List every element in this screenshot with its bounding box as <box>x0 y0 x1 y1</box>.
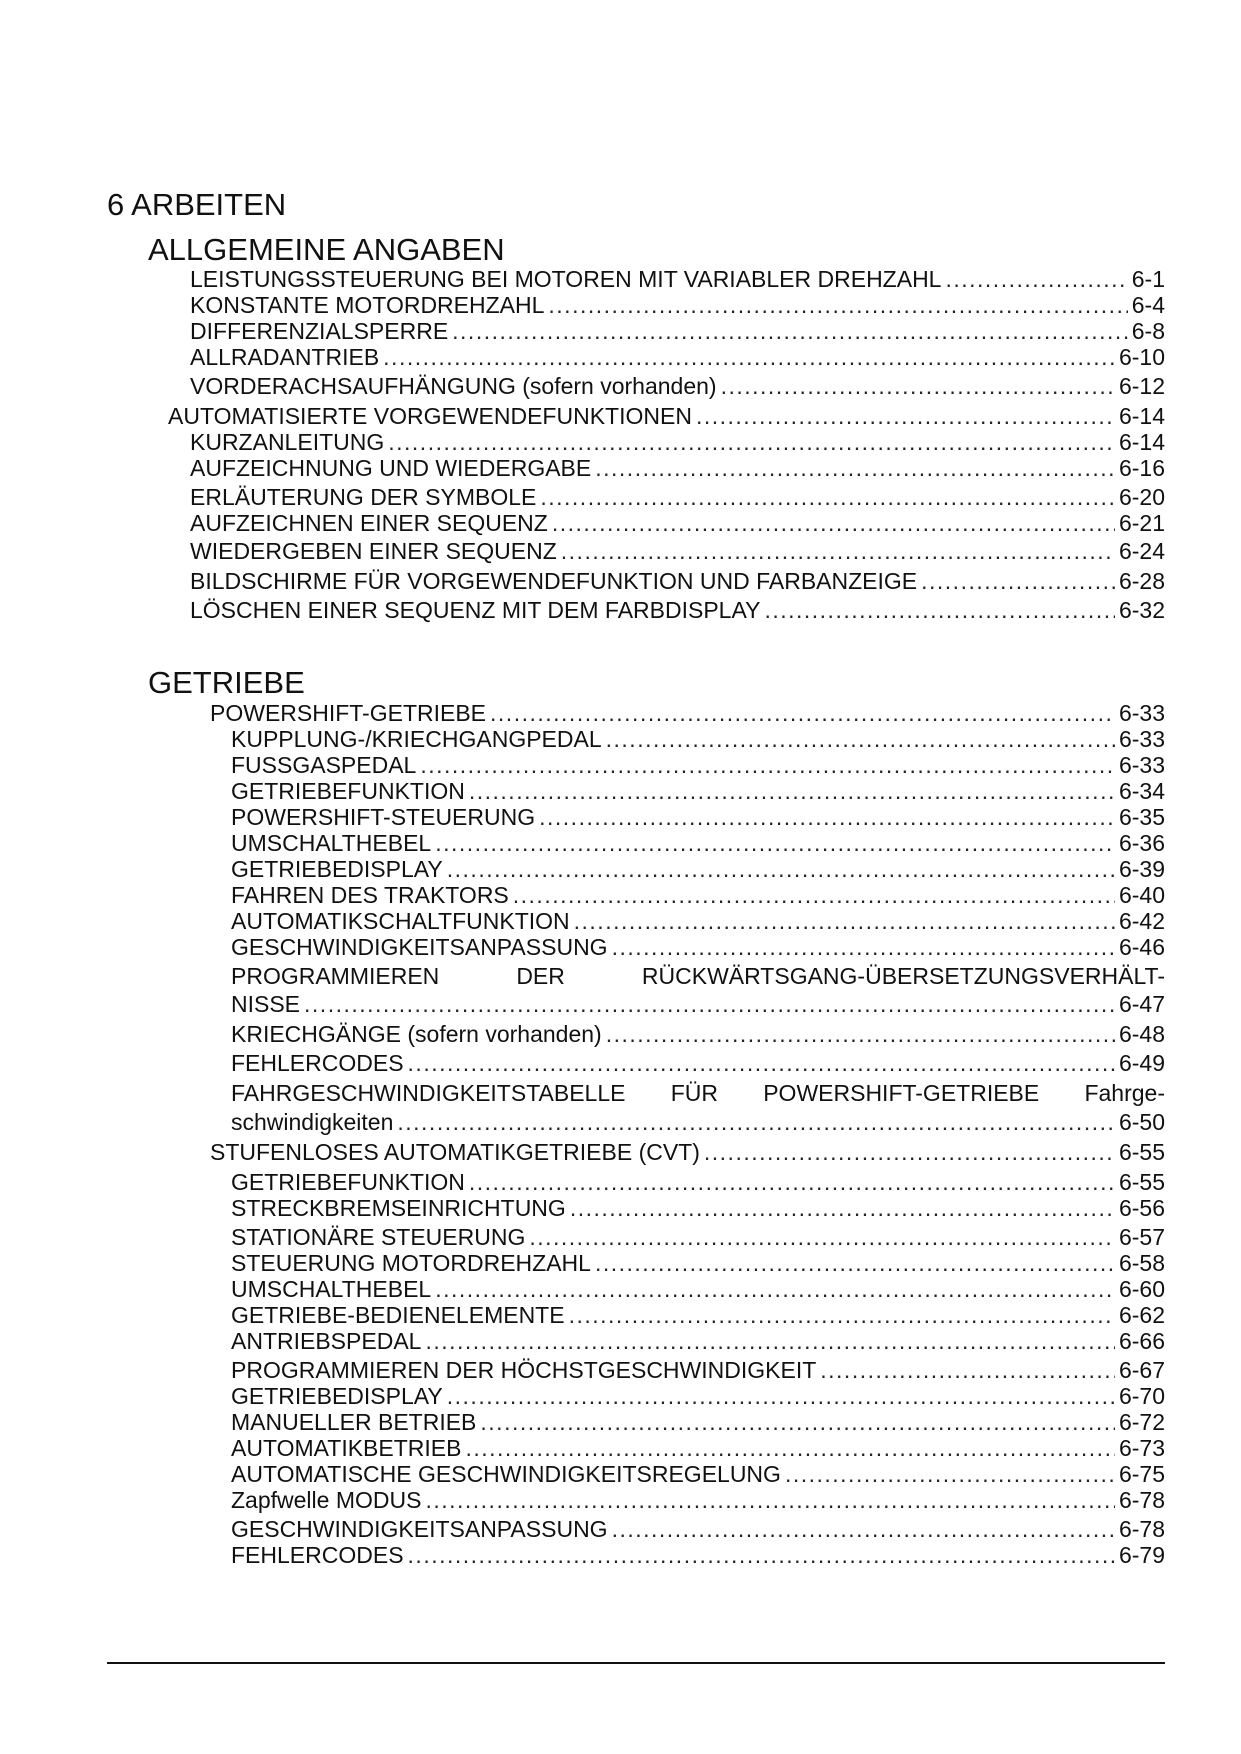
toc-leader-dots <box>548 292 1127 318</box>
toc-entry-label-line1: FAHRGESCHWINDIGKEITSTABELLE FÜR POWERSHIFT-GETRIEBE Fahrge- <box>231 1080 1165 1106</box>
toc-page-number: 6-79 <box>1118 1542 1165 1568</box>
toc-page-number: 6-40 <box>1118 882 1165 908</box>
toc-entry-label: Zapfwelle MODUS <box>231 1487 422 1513</box>
toc-page-number: 6-60 <box>1118 1276 1165 1302</box>
toc-page-number: 6-20 <box>1118 484 1165 510</box>
toc-leader-dots <box>612 934 1115 960</box>
toc-entry-label: KURZANLEITUNG <box>190 429 385 455</box>
toc-entry[interactable] <box>231 1461 1165 1487</box>
toc-page-number: 6-8 <box>1131 318 1165 344</box>
toc-leader-dots <box>606 726 1115 752</box>
toc-leader-dots <box>447 1383 1115 1409</box>
toc-page-number: 6-66 <box>1118 1328 1165 1354</box>
toc-page-number: 6-78 <box>1118 1487 1165 1513</box>
toc-entry-label: AUFZEICHNEN EINER SEQUENZ <box>190 510 548 536</box>
toc-leader-dots <box>612 1516 1115 1542</box>
toc-leader-dots <box>820 1357 1115 1383</box>
toc-entry-label: PROGRAMMIEREN DER HÖCHSTGESCHWINDIGKEIT <box>231 1357 817 1383</box>
toc-page-number: 6-48 <box>1118 1021 1165 1047</box>
toc-leader-dots <box>945 266 1127 292</box>
toc-page-number: 6-72 <box>1118 1409 1165 1435</box>
toc-leader-dots <box>435 1276 1115 1302</box>
toc-entry-label: STUFENLOSES AUTOMATIKGETRIEBE (CVT) <box>210 1139 700 1165</box>
section-title-getriebe: GETRIEBE <box>148 665 305 700</box>
toc-leader-dots <box>447 856 1115 882</box>
toc-entry[interactable] <box>190 292 1165 318</box>
toc-entry-label: ALLRADANTRIEB <box>190 344 380 370</box>
toc-leader-dots <box>704 1139 1115 1165</box>
toc-entry[interactable] <box>231 1328 1165 1354</box>
toc-entry[interactable] <box>190 344 1165 370</box>
toc-leader-dots <box>469 1169 1115 1195</box>
toc-leader-dots <box>304 991 1115 1017</box>
toc-page-number: 6-70 <box>1118 1383 1165 1409</box>
toc-entry[interactable] <box>231 1109 1165 1135</box>
toc-entry[interactable] <box>231 1250 1165 1276</box>
toc-leader-dots <box>480 1409 1115 1435</box>
toc-leader-dots <box>764 597 1115 623</box>
toc-entry-label: FUSSGASPEDAL <box>231 752 417 778</box>
toc-page-number: 6-35 <box>1118 804 1165 830</box>
toc-entry[interactable] <box>231 908 1165 934</box>
toc-leader-dots <box>408 1050 1115 1076</box>
toc-entry[interactable] <box>231 1357 1165 1383</box>
toc-leader-dots <box>388 429 1115 455</box>
toc-leader-dots <box>595 1250 1115 1276</box>
toc-entry-label: STEUERUNG MOTORDREHZAHL <box>231 1250 591 1276</box>
toc-leader-dots <box>540 484 1115 510</box>
toc-page-number: 6-1 <box>1131 266 1165 292</box>
toc-entry[interactable] <box>231 1195 1165 1221</box>
toc-entry[interactable] <box>231 1169 1165 1195</box>
footer-divider <box>107 1662 1165 1664</box>
toc-page-number: 6-39 <box>1118 856 1165 882</box>
toc-entry[interactable] <box>190 510 1165 536</box>
toc-entry-label: STRECKBREMSEINRICHTUNG <box>231 1195 566 1221</box>
toc-page-number: 6-56 <box>1118 1195 1165 1221</box>
toc-page-number: 6-33 <box>1118 700 1165 726</box>
toc-leader-dots <box>490 700 1115 726</box>
toc-entry-label: GETRIEBEFUNKTION <box>231 1169 465 1195</box>
toc-entry-label: GETRIEBEDISPLAY <box>231 1383 443 1409</box>
toc-entry-label: GETRIEBE-BEDIENELEMENTE <box>231 1302 565 1328</box>
toc-entry-label: UMSCHALTHEBEL <box>231 830 432 856</box>
toc-leader-dots <box>513 882 1115 908</box>
toc-leader-dots <box>425 1328 1115 1354</box>
toc-page-number: 6-4 <box>1131 292 1165 318</box>
section-title-allgemeine-angaben: ALLGEMEINE ANGABEN <box>148 232 505 267</box>
toc-entry-label: schwindigkeiten <box>231 1109 394 1135</box>
toc-entry-label: AUFZEICHNUNG UND WIEDERGABE <box>190 455 592 481</box>
toc-entry-label: FEHLERCODES <box>231 1542 404 1568</box>
toc-leader-dots <box>397 1109 1115 1135</box>
toc-page-number: 6-46 <box>1118 934 1165 960</box>
toc-entry[interactable] <box>210 1139 1165 1165</box>
toc-entry[interactable] <box>231 752 1165 778</box>
toc-leader-dots <box>539 804 1115 830</box>
toc-leader-dots <box>408 1542 1115 1568</box>
toc-entry-label: WIEDERGEBEN EINER SEQUENZ <box>190 538 557 564</box>
toc-entry[interactable] <box>190 538 1165 564</box>
toc-page-number: 6-36 <box>1118 830 1165 856</box>
toc-leader-dots <box>595 455 1115 481</box>
toc-entry[interactable] <box>231 1383 1165 1409</box>
toc-entry-label: ANTRIEBSPEDAL <box>231 1328 422 1354</box>
toc-entry[interactable] <box>190 318 1165 344</box>
toc-leader-dots <box>921 568 1115 594</box>
toc-entry[interactable] <box>190 484 1165 510</box>
toc-leader-dots <box>435 830 1115 856</box>
toc-entry[interactable] <box>168 403 1165 429</box>
toc-leader-dots <box>570 1195 1115 1221</box>
toc-entry-label: STATIONÄRE STEUERUNG <box>231 1224 526 1250</box>
toc-page-number: 6-75 <box>1118 1461 1165 1487</box>
toc-entry-label: AUTOMATIKSCHALTFUNKTION <box>231 908 570 934</box>
toc-page-number: 6-10 <box>1118 344 1165 370</box>
toc-entry[interactable] <box>190 429 1165 455</box>
toc-leader-dots <box>785 1461 1115 1487</box>
toc-entry-label: KONSTANTE MOTORDREHZAHL <box>190 292 545 318</box>
toc-entry[interactable] <box>231 882 1165 908</box>
toc-page-number: 6-78 <box>1118 1516 1165 1542</box>
toc-page-number: 6-33 <box>1118 752 1165 778</box>
toc-entry[interactable] <box>190 373 1165 399</box>
toc-leader-dots <box>569 1302 1115 1328</box>
toc-entry-label: MANUELLER BETRIEB <box>231 1409 477 1435</box>
toc-page-number: 6-12 <box>1118 373 1165 399</box>
toc-entry-label: GESCHWINDIGKEITSANPASSUNG <box>231 934 608 960</box>
toc-entry-label: AUTOMATISCHE GESCHWINDIGKEITSREGELUNG <box>231 1461 781 1487</box>
toc-entry[interactable] <box>231 1409 1165 1435</box>
toc-entry[interactable] <box>231 804 1165 830</box>
toc-entry[interactable] <box>190 266 1165 292</box>
toc-page-number: 6-57 <box>1118 1224 1165 1250</box>
toc-entry[interactable] <box>231 1276 1165 1302</box>
toc-leader-dots <box>561 538 1115 564</box>
toc-leader-dots <box>469 778 1115 804</box>
toc-entry-label-line1: PROGRAMMIEREN DER RÜCKWÄRTSGANG-ÜBERSETZUNGSVERHÄLT- <box>231 963 1165 989</box>
toc-page-number: 6-28 <box>1118 568 1165 594</box>
toc-page-number: 6-21 <box>1118 510 1165 536</box>
toc-page-number: 6-73 <box>1118 1435 1165 1461</box>
toc-page-number: 6-55 <box>1118 1139 1165 1165</box>
toc-entry-label: ERLÄUTERUNG DER SYMBOLE <box>190 484 537 510</box>
toc-page-number: 6-24 <box>1118 538 1165 564</box>
toc-entry[interactable] <box>190 568 1165 594</box>
toc-entry-label: AUTOMATIKBETRIEB <box>231 1435 462 1461</box>
toc-entry[interactable] <box>190 597 1165 623</box>
toc-page-number: 6-14 <box>1118 403 1165 429</box>
toc-page-number: 6-58 <box>1118 1250 1165 1276</box>
toc-entry-label: BILDSCHIRME FÜR VORGEWENDEFUNKTION UND FARBANZEIGE <box>190 568 918 594</box>
toc-entry[interactable] <box>231 991 1165 1017</box>
toc-entry[interactable] <box>231 1487 1165 1513</box>
toc-entry[interactable] <box>231 1050 1165 1076</box>
toc-entry-label: POWERSHIFT-GETRIEBE <box>210 700 487 726</box>
toc-entry-label: AUTOMATISIERTE VORGEWENDEFUNKTIONEN <box>168 403 692 429</box>
toc-entry[interactable] <box>231 1302 1165 1328</box>
toc-page-number: 6-62 <box>1118 1302 1165 1328</box>
toc-entry-label: POWERSHIFT-STEUERUNG <box>231 804 536 830</box>
toc-leader-dots <box>452 318 1128 344</box>
toc-entry[interactable] <box>231 1224 1165 1250</box>
toc-entry[interactable] <box>231 1021 1165 1047</box>
toc-leader-dots <box>696 403 1115 429</box>
toc-leader-dots <box>420 752 1115 778</box>
toc-entry-label: GESCHWINDIGKEITSANPASSUNG <box>231 1516 608 1542</box>
toc-page-number: 6-67 <box>1118 1357 1165 1383</box>
toc-entry-label: LÖSCHEN EINER SEQUENZ MIT DEM FARBDISPLAY <box>190 597 761 623</box>
toc-leader-dots <box>529 1224 1115 1250</box>
toc-entry[interactable] <box>231 830 1165 856</box>
toc-page-number: 6-47 <box>1118 991 1165 1017</box>
toc-entry[interactable] <box>231 934 1165 960</box>
toc-entry-label: NISSE <box>231 991 301 1017</box>
toc-entry[interactable] <box>231 778 1165 804</box>
toc-entry-label: VORDERACHSAUFHÄNGUNG (sofern vorhanden) <box>190 373 717 399</box>
toc-entry[interactable] <box>231 1435 1165 1461</box>
toc-page-number: 6-50 <box>1118 1109 1165 1135</box>
toc-leader-dots <box>574 908 1115 934</box>
toc-leader-dots <box>383 344 1115 370</box>
toc-page-number: 6-32 <box>1118 597 1165 623</box>
toc-entry-label: GETRIEBEDISPLAY <box>231 856 443 882</box>
toc-entry-label: KRIECHGÄNGE (sofern vorhanden) <box>231 1021 602 1047</box>
toc-page-number: 6-49 <box>1118 1050 1165 1076</box>
toc-leader-dots <box>425 1487 1115 1513</box>
toc-entry[interactable] <box>190 455 1165 481</box>
toc-entry[interactable] <box>231 1516 1165 1542</box>
toc-leader-dots <box>606 1021 1115 1047</box>
toc-page-number: 6-42 <box>1118 908 1165 934</box>
toc-leader-dots <box>465 1435 1114 1461</box>
toc-entry-label: FAHREN DES TRAKTORS <box>231 882 509 908</box>
toc-page-number: 6-14 <box>1118 429 1165 455</box>
toc-entry[interactable] <box>231 726 1165 752</box>
toc-leader-dots <box>721 373 1115 399</box>
toc-page-number: 6-34 <box>1118 778 1165 804</box>
toc-entry[interactable] <box>210 700 1165 726</box>
toc-page-number: 6-16 <box>1118 455 1165 481</box>
toc-entry[interactable] <box>231 856 1165 882</box>
toc-entry-label: GETRIEBEFUNKTION <box>231 778 465 804</box>
toc-entry-label: FEHLERCODES <box>231 1050 404 1076</box>
chapter-title: 6 ARBEITEN <box>107 187 287 222</box>
toc-entry-label: DIFFERENZIALSPERRE <box>190 318 449 344</box>
toc-entry-label: LEISTUNGSSTEUERUNG BEI MOTOREN MIT VARIABLER DREHZAHL <box>190 266 942 292</box>
toc-entry[interactable] <box>231 1542 1165 1568</box>
toc-leader-dots <box>552 510 1115 536</box>
toc-entry-label: KUPPLUNG-/KRIECHGANGPEDAL <box>231 726 602 752</box>
toc-page-number: 6-33 <box>1118 726 1165 752</box>
toc-page-number: 6-55 <box>1118 1169 1165 1195</box>
toc-entry-label: UMSCHALTHEBEL <box>231 1276 432 1302</box>
